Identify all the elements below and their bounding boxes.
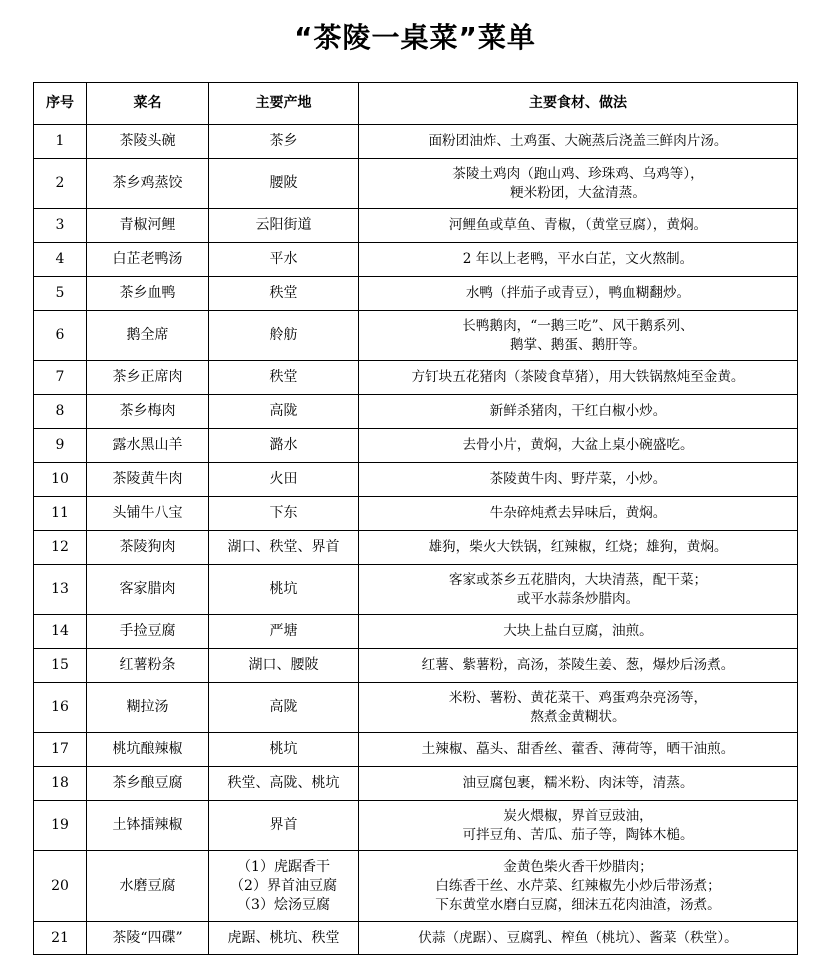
origin-line: 平水 [269,251,298,267]
origin-line: （2）界首油豆腐 [230,877,337,894]
row-index: 5 [34,277,87,311]
description-line: 牛杂碎炖煮去异味后，黄焖。 [489,505,667,521]
dish-description [359,159,798,209]
dish-origin [209,125,359,159]
dish-description [359,615,798,649]
dish-description [359,361,798,395]
description-line: 米粉、薯粉、黄花菜干、鸡蛋鸡杂亮汤等， [448,689,708,706]
dish-description [359,683,798,733]
dish-name: 茶陵“四碟” [87,922,209,955]
dish-origin [209,463,359,497]
dish-name: 客家腊肉 [87,565,209,615]
row-index: 3 [34,209,87,243]
dish-name: 青椒河鲤 [87,209,209,243]
dish-origin [209,733,359,767]
description-line: 伏蒜（虎踞）、豆腐乳、榨鱼（桃坑）、酱菜（秩堂）。 [418,929,738,946]
dish-name: 水磨豆腐 [87,851,209,922]
table-row [34,683,798,733]
origin-line: 云阳街道 [255,217,312,233]
dish-name: 土钵擂辣椒 [87,801,209,851]
description-line: 茶陵黄牛肉、野芹菜，小炒。 [489,471,667,487]
dish-origin [209,497,359,531]
description-line: 红薯、紫薯粉，高汤，茶陵生姜、葱，爆炒后汤煮。 [421,657,735,673]
description-line: 鹅掌、鹅蛋、鹅肝等。 [510,336,646,353]
description-line: 新鲜杀猪肉，干红白椒小炒。 [489,403,667,419]
table-row [34,922,798,955]
table-row [34,311,798,361]
header-ingredients: 主要食材、做法 [359,83,798,125]
dish-origin [209,209,359,243]
description-line: 油豆腐包裹，糯米粉、肉沫等，清蒸。 [462,775,694,791]
table-row [34,429,798,463]
row-index: 9 [34,429,87,463]
origin-line: 潞水 [269,437,298,453]
dish-description [359,851,798,922]
description-line: 方钉块五花猪肉（茶陵食草猪），用大铁锅熬炖至金黄。 [411,369,745,385]
description-line: 金黄色柴火香干炒腊肉； [503,858,653,875]
dish-name: 茶乡血鸭 [87,277,209,311]
dish-name: 茶陵黄牛肉 [87,463,209,497]
origin-line: 秩堂 [269,285,298,301]
dish-description [359,125,798,159]
description-line: 白练香干丝、水芹菜、红辣椒先小炒后带汤煮； [435,877,721,894]
row-index: 11 [34,497,87,531]
row-index: 21 [34,922,87,955]
row-index: 18 [34,767,87,801]
origin-line: 腰陂 [269,175,298,191]
dish-name: 糊拉汤 [87,683,209,733]
dish-name: 头铺牛八宝 [87,497,209,531]
table-row [34,767,798,801]
table-row [34,615,798,649]
table-row [34,733,798,767]
row-index: 12 [34,531,87,565]
table-row [34,801,798,851]
dish-name: 手捡豆腐 [87,615,209,649]
dish-origin [209,565,359,615]
table-header-row [34,83,798,125]
table-row [34,277,798,311]
menu-table [33,82,798,955]
dish-name: 露水黑山羊 [87,429,209,463]
origin-line: 茶乡 [269,133,298,149]
dish-description [359,429,798,463]
header-origin: 主要产地 [209,83,359,125]
dish-description [359,497,798,531]
dish-name: 白芷老鸭汤 [87,243,209,277]
dish-name: 桃坑酿辣椒 [87,733,209,767]
description-line: 粳米粉团，大盆清蒸。 [510,184,646,201]
description-line: 水鸭（拌茄子或青豆），鸭血糊翻炒。 [465,285,691,301]
description-line: 长鸭鹅肉，“一鹅三吃”、风干鹅系列、 [462,317,694,334]
table-row [34,361,798,395]
dish-name: 茶陵头碗 [87,125,209,159]
row-index: 14 [34,615,87,649]
dish-origin [209,683,359,733]
origin-line: （1）虎踞香干 [237,858,330,875]
dish-description [359,243,798,277]
origin-line: 桃坑 [269,581,298,597]
description-line: 或平水蒜条炒腊肉。 [516,590,640,607]
dish-description [359,463,798,497]
origin-line: 火田 [269,471,298,487]
row-index: 16 [34,683,87,733]
origin-line: 下东 [269,505,298,521]
origin-line: 桃坑 [269,741,298,757]
dish-origin [209,311,359,361]
dish-name: 茶陵狗肉 [87,531,209,565]
dish-description [359,649,798,683]
table-row [34,649,798,683]
dish-description [359,277,798,311]
description-line: 土辣椒、藠头、甜香丝、藿香、薄荷等，晒干油煎。 [421,741,735,757]
dish-description [359,209,798,243]
row-index: 10 [34,463,87,497]
dish-origin [209,767,359,801]
table-row [34,565,798,615]
dish-description [359,767,798,801]
origin-line: 虎踞、桃坑、秩堂 [227,929,340,946]
dish-origin [209,851,359,922]
dish-origin [209,922,359,955]
dish-name: 红薯粉条 [87,649,209,683]
description-line: 炭火煨椒，界首豆豉油， [503,807,653,824]
row-index: 15 [34,649,87,683]
row-index: 8 [34,395,87,429]
row-index: 6 [34,311,87,361]
dish-description [359,922,798,955]
row-index: 2 [34,159,87,209]
dish-origin [209,361,359,395]
description-line: 客家或茶乡五花腊肉，大块清蒸，配干菜； [448,571,708,588]
dish-description [359,395,798,429]
description-line: 熬煮金黄糊状。 [530,708,626,725]
description-line: 河鲤鱼或草鱼、青椒，（黄堂豆腐），黄焖。 [448,217,708,233]
dish-origin [209,615,359,649]
dish-origin [209,243,359,277]
origin-line: （3）烩汤豆腐 [237,896,330,913]
row-index: 1 [34,125,87,159]
dish-origin [209,277,359,311]
dish-origin [209,801,359,851]
dish-name: 鹅全席 [87,311,209,361]
origin-line: 舲舫 [269,327,298,343]
dish-name: 茶乡鸡蒸饺 [87,159,209,209]
description-line: 大块上盐白豆腐，油煎。 [503,623,653,639]
dish-origin [209,159,359,209]
header-index: 序号 [34,83,87,125]
dish-name: 茶乡正席肉 [87,361,209,395]
description-line: 2 年以上老鸭，平水白芷，文火熬制。 [462,251,694,267]
description-line: 可拌豆角、苦瓜、茄子等，陶钵木槌。 [462,826,694,843]
table-row [34,531,798,565]
table-row [34,463,798,497]
description-line: 茶陵土鸡肉（跑山鸡、珍珠鸡、乌鸡等）， [452,165,704,182]
dish-name: 茶乡梅肉 [87,395,209,429]
dish-name: 茶乡酿豆腐 [87,767,209,801]
table-row [34,243,798,277]
origin-line: 界首 [269,817,298,833]
dish-origin [209,649,359,683]
row-index: 17 [34,733,87,767]
origin-line: 严塘 [269,623,298,639]
dish-description [359,311,798,361]
row-index: 19 [34,801,87,851]
table-row [34,209,798,243]
origin-line: 湖口、秩堂、界首 [227,539,340,555]
origin-line: 秩堂 [269,369,298,385]
table-row [34,395,798,429]
origin-line: 湖口、腰陂 [248,657,319,673]
row-index: 7 [34,361,87,395]
row-index: 4 [34,243,87,277]
dish-description [359,801,798,851]
row-index: 20 [34,851,87,922]
description-line: 雄狗，柴火大铁锅，红辣椒，红烧；雄狗，黄焖。 [428,539,728,555]
table-row [34,125,798,159]
table-row [34,159,798,209]
row-index: 13 [34,565,87,615]
origin-line: 高陇 [269,699,298,715]
description-line: 去骨小片，黄焖，大盆上桌小碗盛吃。 [462,437,694,453]
dish-origin [209,531,359,565]
menu-table-body [34,125,798,955]
origin-line: 高陇 [269,403,298,419]
dish-description [359,733,798,767]
dish-description [359,565,798,615]
origin-line: 秩堂、高陇、桃坑 [227,775,340,791]
header-dish-name: 菜名 [87,83,209,125]
dish-description [359,531,798,565]
table-row [34,497,798,531]
table-row [34,851,798,922]
page-title: “茶陵一桌菜”菜单 [294,21,536,54]
description-line: 面粉团油炸、土鸡蛋、大碗蒸后浇盖三鲜肉片汤。 [428,133,728,149]
dish-origin [209,429,359,463]
dish-origin [209,395,359,429]
description-line: 下东黄堂水磨白豆腐，细沫五花肉油渣，汤煮。 [435,896,721,913]
